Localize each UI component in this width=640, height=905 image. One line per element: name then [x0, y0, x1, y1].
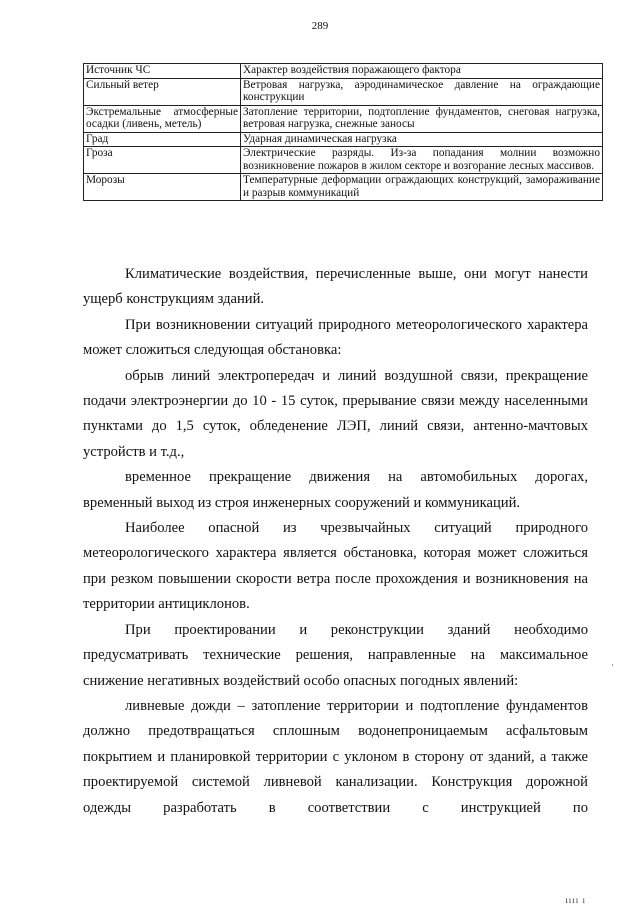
- scan-edge-mark: ıııı ı: [565, 895, 586, 905]
- body-text: [83, 262, 588, 821]
- table-cell-effect: Ветровая нагрузка, аэродинамическое давление на ограждающие конструкции: [241, 78, 603, 105]
- table-row: [84, 174, 603, 201]
- table-cell-effect: Электрические разряды. Из-за попадания молнии возможно возникновение пожаров в жилом секторе и возгорание лесных массивов.: [241, 147, 603, 174]
- paragraph: Наиболее опасной из чрезвычайных ситуаций природного метеорологического характера является обстановка, которая может сложиться при резком повышении скорости ветра после прохождения и возникновения на территории антициклонов.: [83, 520, 588, 613]
- hazard-table-container: [83, 63, 600, 201]
- table-cell-effect: Затопление территории, подтопление фундаментов, снеговая нагрузка, ветровая нагрузка, снежные заносы: [241, 105, 603, 132]
- paragraph: При возникновении ситуаций природного метеорологического характера может сложиться следующая обстановка:: [83, 316, 588, 359]
- table-header-source: Источник ЧС: [84, 64, 241, 79]
- paragraph: временное прекращение движения на автомобильных дорогах, временный выход из строя инженерных сооружений и коммуникаций.: [83, 469, 588, 511]
- table-row: [84, 78, 603, 105]
- table-cell-effect: Температурные деформации ограждающих конструкций, замораживание и разрыв коммуникаций: [241, 174, 603, 201]
- table-cell-source: Сильный ветер: [84, 78, 241, 105]
- table-header-row: [84, 64, 603, 79]
- table-cell-source: Град: [84, 132, 241, 147]
- paragraph: Климатические воздействия, перечисленные выше, они могут нанести ущерб конструкциям зданий.: [83, 266, 588, 308]
- paragraph: При проектировании и реконструкции зданий необходимо предусматривать технические решения, направленные на максимальное снижение негативных воздействий особо опасных погодных явлений:: [83, 621, 588, 689]
- table-header-effect: Характер воздействия поражающего фактора: [241, 64, 603, 79]
- table-cell-effect: Ударная динамическая нагрузка: [241, 132, 603, 147]
- table-cell-source: Гроза: [84, 147, 241, 174]
- margin-dot-mark: ·: [611, 660, 614, 670]
- table-cell-source: Морозы: [84, 174, 241, 201]
- paragraph: ливневые дожди – затопление территории и подтопление фундаментов должно предотвращаться сплошным водонепроницаемым асфальтовым покрытием и планировкой территории с уклоном в сторону от зданий, а также проектируемой системой ливневой канализации. Конструкция дорожной одежды разработать в соответствии с инструкцией по: [83, 697, 588, 816]
- paragraph: обрыв линий электропередач и линий воздушной связи, прекращение подачи электроэнергии до 10 - 15 суток, прерывание связи между населенными пунктами до 1,5 суток, обледенение ЛЭП, линий связи, антенно-мачтовых устройств и т.д.,: [83, 367, 588, 460]
- table-cell-source: Экстремальные атмосферные осадки (ливень, метель): [84, 105, 241, 132]
- page-number: 289: [311, 20, 329, 32]
- table-row: [84, 147, 603, 174]
- hazard-table: [83, 63, 603, 201]
- table-row: [84, 132, 603, 147]
- table-row: [84, 105, 603, 132]
